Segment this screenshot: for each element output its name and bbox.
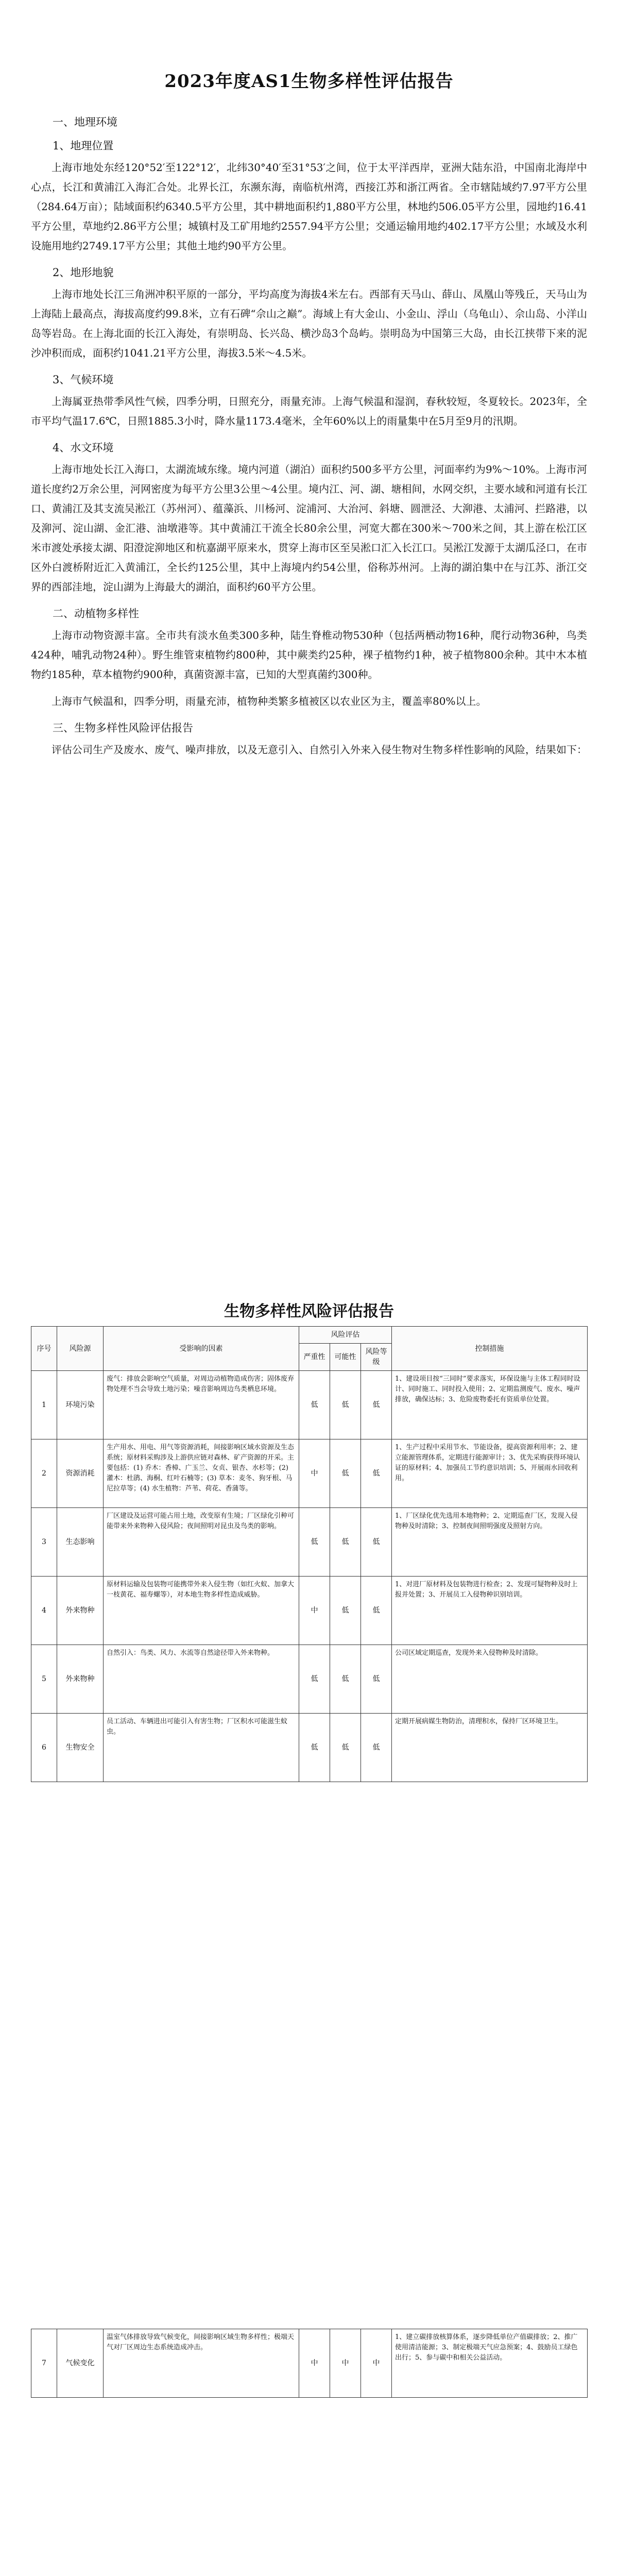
risk-table-continued: [31, 2329, 588, 2398]
row-severity: 中: [299, 1577, 330, 1645]
report-title: 2023年度AS1生物多样性评估报告: [164, 71, 454, 92]
row-measure: 定期开展病媒生物防治，清理积水，保持厂区环境卫生。: [392, 1714, 588, 1782]
table-row: [31, 2329, 588, 2398]
col-no: 序号: [31, 1327, 57, 1371]
row-possibility: 低: [330, 1439, 361, 1508]
table-row: [31, 1577, 588, 1645]
row-grade: 低: [361, 1577, 392, 1645]
row-no: 1: [31, 1371, 57, 1439]
table-row: [31, 1508, 588, 1577]
row-grade: 低: [361, 1508, 392, 1577]
row-impact: 温室气体排放导致气候变化，间接影响区域生物多样性；极端天气对厂区周边生态系统造成冲击。: [104, 2329, 299, 2398]
row-grade: 低: [361, 1371, 392, 1439]
row-no: 5: [31, 1645, 57, 1714]
table-row: [31, 1645, 588, 1714]
row-severity: 低: [299, 1371, 330, 1439]
row-possibility: 低: [330, 1645, 361, 1714]
col-grade: 风险等级: [361, 1344, 392, 1371]
row-risk-source: 生物安全: [57, 1714, 104, 1782]
row-no: 3: [31, 1508, 57, 1577]
row-impact: 原材料运输及包装物可能携带外来入侵生物（如红火蚁、加拿大一枝黄花、福寿螺等），对本地生物多样性造成威胁。: [104, 1577, 299, 1645]
section-heading: 4、水文环境: [53, 442, 114, 454]
row-risk-source: 气候变化: [57, 2329, 104, 2398]
col-area: 风险源: [57, 1327, 104, 1371]
row-possibility: 低: [330, 1371, 361, 1439]
row-impact: 生产用水、用电、用气等资源消耗，间接影响区域水资源及生态系统；原材料采购涉及上游供应链对森林、矿产资源的开采。主要包括：(1) 乔木：香樟、广玉兰、女贞、银杏、水杉等；(2) 灌木：杜鹃、海桐、红叶石楠等；(3) 草本：麦冬、狗牙根、马尼拉草等；(4) 水生植物：芦苇、荷花、香蒲等。: [104, 1439, 299, 1508]
row-measure: 公司区域定期巡查，发现外来入侵物种及时清除。: [392, 1645, 588, 1714]
row-risk-source: 环境污染: [57, 1371, 104, 1439]
report-header: [31, 67, 587, 92]
row-grade: 低: [361, 1439, 392, 1508]
report-body: [31, 108, 587, 767]
row-severity: 低: [299, 1714, 330, 1782]
row-impact: 自然引入：鸟类、风力、水流等自然途径带入外来物种。: [104, 1645, 299, 1714]
row-risk-source: 外来物种: [57, 1645, 104, 1714]
row-impact: 厂区建设及运营可能占用土地，改变原有生境；厂区绿化引种可能带来外来物种入侵风险；夜间照明对昆虫及鸟类的影响。: [104, 1508, 299, 1577]
body-paragraph: 上海市地处长江入海口，太湖流域东缘。境内河道（湖泊）面积约500多平方公里，河面率约为9%～10%。上海市河道长度约2万余公里，河网密度为每平方公里3公里～4公里。境内江、河、湖、塘相间，水网交织，主要水域和河道有长江口、黄浦江及其支流吴淞江（苏州河）、蕴藻浜、川杨河、淀浦河、大治河、斜塘、圆泄泾、大泖港、太浦河、拦路港，以及泖河、淀山湖、金汇港、油墩港等。其中黄浦江干流全长80余公里，河宽大都在300米～700米之间，其上游在松江区米市渡处承接太湖、阳澄淀泖地区和杭嘉湖平原来水，贯穿上海市区至吴淞口汇入长江口。吴淞江发源于太湖瓜泾口，在市区外白渡桥附近汇入黄浦江，全长约125公里，其中上海境内约54公里，俗称苏州河。上海的湖泊集中在与江苏、浙江交界的西部洼地，淀山湖为上海最大的湖泊，面积约60平方公里。: [31, 463, 587, 593]
row-measure: 1、建立碳排放核算体系，逐步降低单位产值碳排放；2、推广使用清洁能源；3、制定极端天气应急预案；4、鼓励员工绿色出行；5、参与碳中和相关公益活动。: [392, 2329, 588, 2398]
row-risk-source: 外来物种: [57, 1577, 104, 1645]
body-paragraph: 上海属亚热带季风性气候，四季分明，日照充分，雨量充沛。上海气候温和湿润，春秋较短，冬夏较长。2023年，全市平均气温17.6℃，日照1885.3小时，降水量1173.4毫米，全年60%以上的雨量集中在5月至9月的汛期。: [31, 395, 587, 427]
row-no: 7: [31, 2329, 57, 2398]
table-row: [31, 1714, 588, 1782]
section-heading: 1、地理位置: [53, 140, 114, 152]
body-paragraph: 评估公司生产及废水、废气、噪声排放，以及无意引入、自然引入外来入侵生物对生物多样性影响的风险，结果如下：: [52, 743, 587, 756]
row-possibility: 低: [330, 1577, 361, 1645]
row-severity: 低: [299, 1645, 330, 1714]
section-heading: 二、动植物多样性: [53, 607, 139, 620]
row-impact: 员工活动、车辆进出可能引入有害生物；厂区积水可能滋生蚊虫。: [104, 1714, 299, 1782]
col-possibility: 可能性: [330, 1344, 361, 1371]
row-severity: 中: [299, 2329, 330, 2398]
row-possibility: 低: [330, 1508, 361, 1577]
row-no: 4: [31, 1577, 57, 1645]
row-measure: 1、对进厂原材料及包装物进行检查；2、发现可疑物种及时上报并处置；3、开展员工入侵物种识别培训。: [392, 1577, 588, 1645]
risk-sheet-title: 生物多样性风险评估报告: [224, 1302, 394, 1320]
row-grade: 中: [361, 2329, 392, 2398]
risk-table: [31, 1326, 588, 1782]
row-grade: 低: [361, 1714, 392, 1782]
body-paragraph: 上海市地处长江三角洲冲积平原的一部分，平均高度为海拔4米左右。西部有天马山、薛山、凤凰山等残丘，天马山为上海陆上最高点，海拔高度约99.8米，立有石碑“佘山之巅”。海域上有大金山、小金山、浮山（乌龟山）、佘山岛、小洋山岛等岩岛。在上海北面的长江入海处，有崇明岛、长兴岛、横沙岛3个岛屿。崇明岛为中国第三大岛，由长江挟带下来的泥沙冲积而成，面积约1041.21平方公里，海拔3.5米～4.5米。: [31, 288, 587, 359]
row-no: 6: [31, 1714, 57, 1782]
col-severity: 严重性: [299, 1344, 330, 1371]
row-measure: 1、厂区绿化优先选用本地物种；2、定期巡查厂区，发现入侵物种及时清除；3、控制夜间照明强度及照射方向。: [392, 1508, 588, 1577]
row-measure: 1、生产过程中采用节水、节能设备，提高资源利用率；2、建立能源管理体系，定期进行能源审计；3、优先采购获得环境认证的原材料；4、加强员工节约意识培训；5、开展雨水回收利用。: [392, 1439, 588, 1508]
col-measure: 控制措施: [392, 1327, 588, 1371]
body-paragraph: 上海市地处东经120°52′至122°12′，北纬30°40′至31°53′之间，位于太平洋西岸，亚洲大陆东沿，中国南北海岸中心点，长江和黄浦江入海汇合处。北界长江，东濒东海，南临杭州湾，西接江苏和浙江两省。全市辖陆域约7.97平方公里（284.64万亩）；陆域面积约6340.5平方公里，其中耕地面积约1,880平方公里，林地约506.05平方公里，园地约16.41平方公里，草地约2.86平方公里；城镇村及工矿用地约2557.94平方公里；交通运输用地约402.17平方公里；水域及水利设施用地约2749.17平方公里；其他土地约90平方公里。: [31, 161, 587, 252]
risk-assessment-sheet: [31, 1298, 587, 1782]
col-level: 风险评估: [299, 1327, 392, 1344]
section-heading: 3、气候环境: [53, 374, 114, 386]
table-row: [31, 1371, 588, 1439]
section-heading: 一、地理环境: [53, 116, 117, 128]
row-possibility: 低: [330, 1714, 361, 1782]
body-paragraph: 上海市动物资源丰富。全市共有淡水鱼类300多种，陆生脊椎动物530种（包括两栖动物16种，爬行动物36种，鸟类424种，哺乳动物24种）。野生维管束植物约800种，其中蕨类约25种，裸子植物约1种，被子植物800余种。其中木本植物约185种，草本植物约900种，真菌资源丰富，已知的大型真菌约300种。: [31, 629, 587, 681]
section-heading: 2、地形地貌: [53, 266, 114, 279]
row-impact: 废气：排放会影响空气质量，对周边动植物造成伤害；固体废弃物处理不当会导致土地污染；噪音影响周边鸟类栖息环境。: [104, 1371, 299, 1439]
row-measure: 1、建设项目按“三同时”要求落实，环保设施与主体工程同时设计、同时施工、同时投入使用；2、定期监测废气、废水、噪声排放，确保达标；3、危险废物委托有资质单位处置。: [392, 1371, 588, 1439]
body-paragraph: 上海市气候温和，四季分明，雨量充沛，植物种类繁多植被区以农业区为主，覆盖率80%以上。: [52, 695, 487, 707]
row-risk-source: 生态影响: [57, 1508, 104, 1577]
risk-assessment-sheet-continued: [31, 2329, 587, 2398]
row-severity: 低: [299, 1508, 330, 1577]
row-risk-source: 资源消耗: [57, 1439, 104, 1508]
row-possibility: 中: [330, 2329, 361, 2398]
table-row: [31, 1439, 588, 1508]
row-no: 2: [31, 1439, 57, 1508]
section-heading: 三、生物多样性风险评估报告: [53, 722, 193, 734]
col-impact: 受影响的因素: [104, 1327, 299, 1371]
row-grade: 低: [361, 1645, 392, 1714]
row-severity: 中: [299, 1439, 330, 1508]
